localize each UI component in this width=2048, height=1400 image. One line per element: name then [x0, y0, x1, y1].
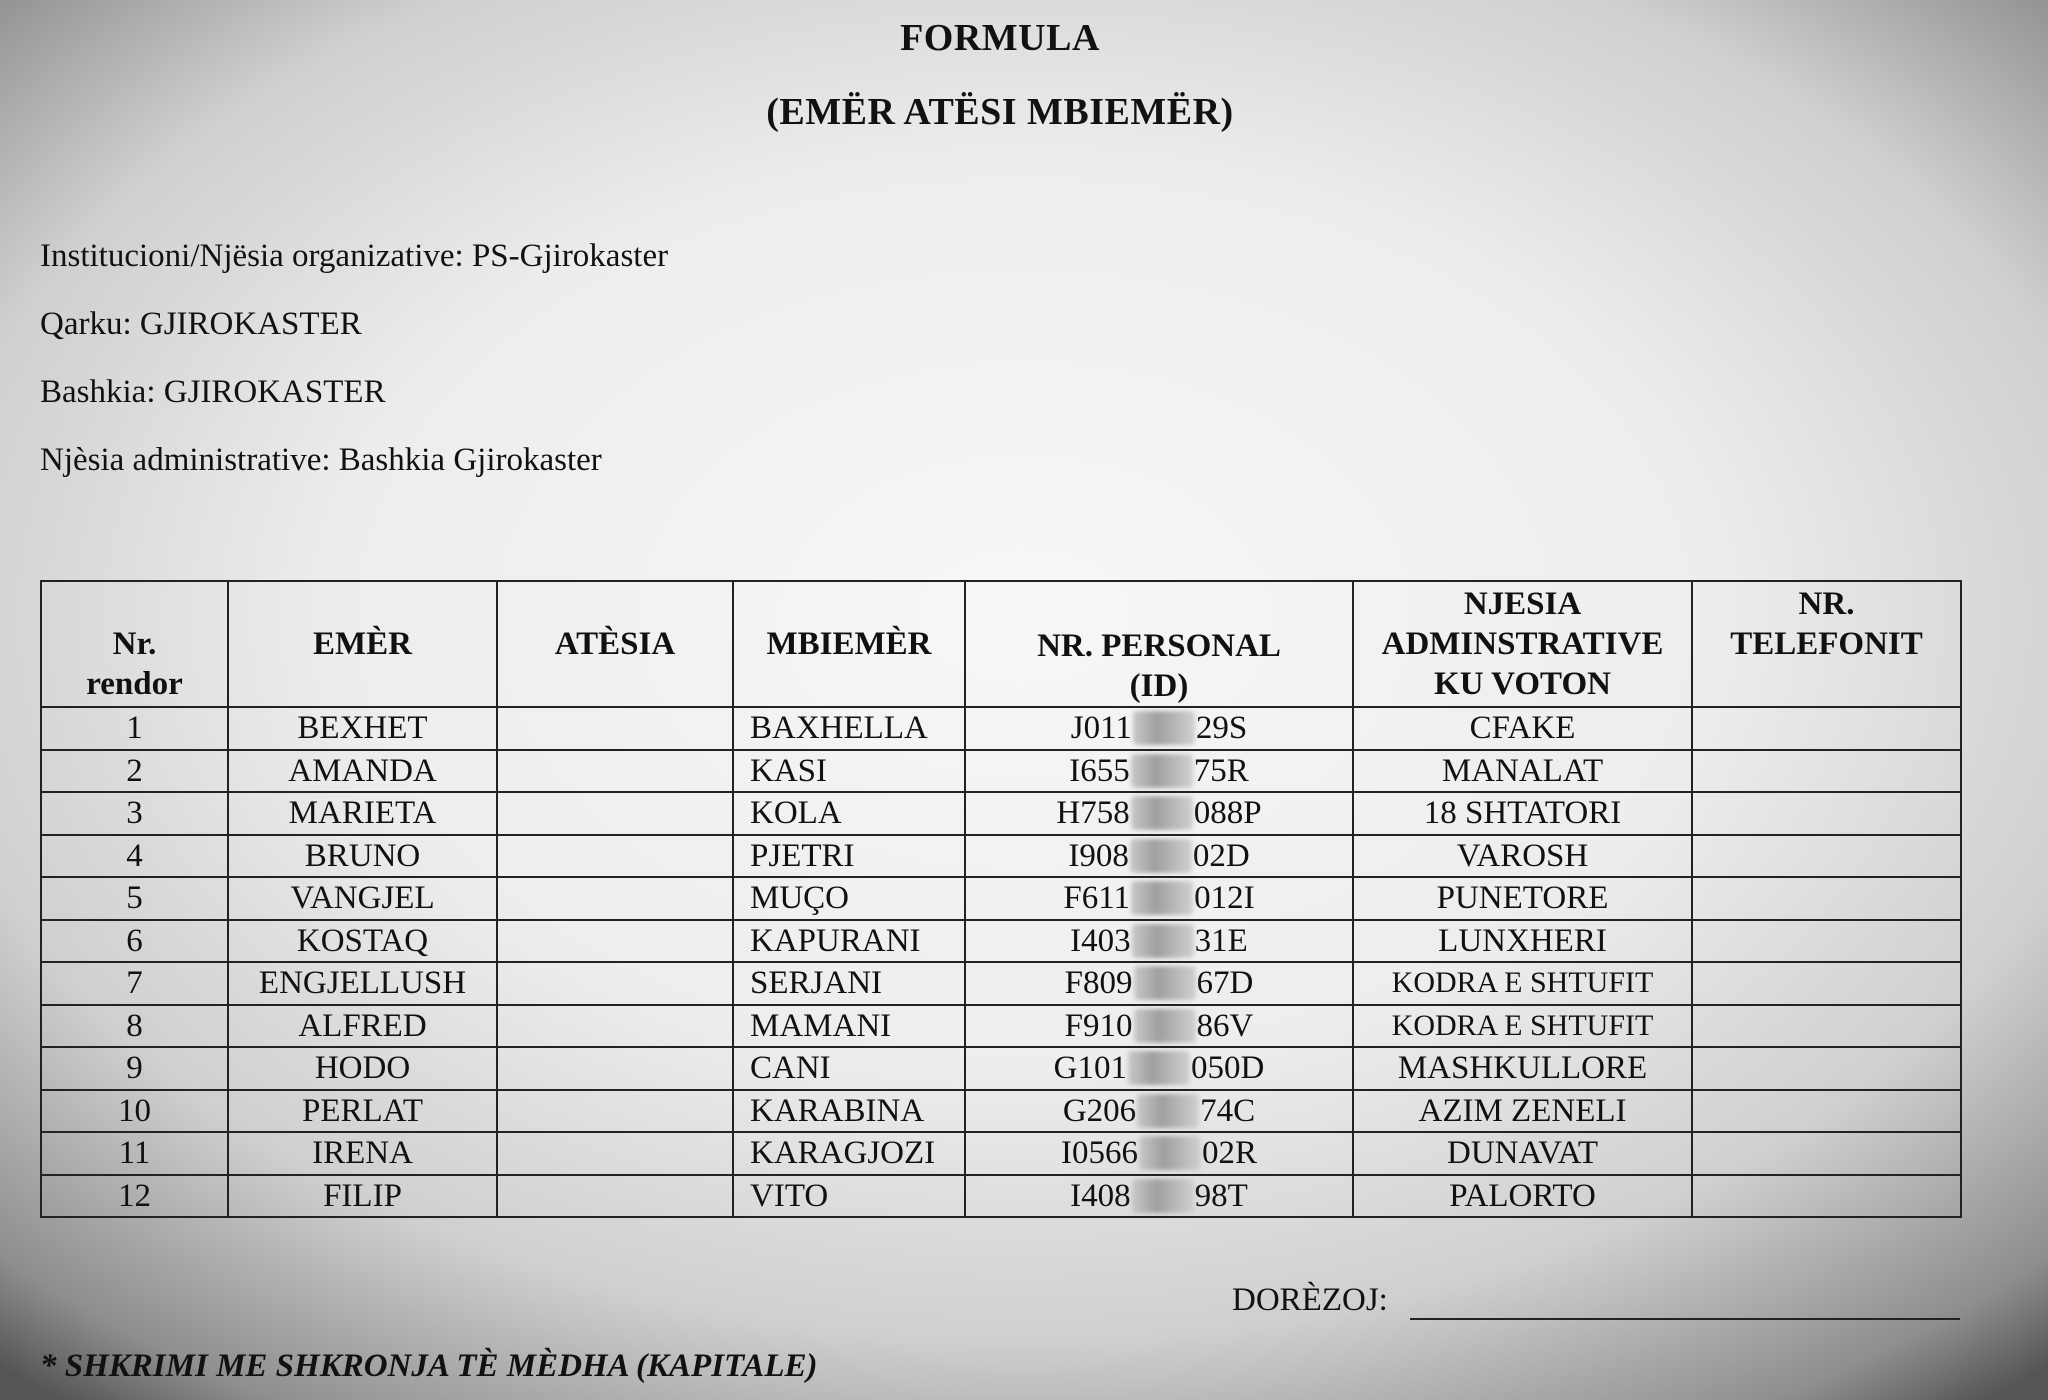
redacted-blur — [1130, 839, 1192, 873]
cell-telefon — [1692, 1132, 1961, 1175]
voters-table — [40, 580, 1962, 1218]
cell-nr-personal — [965, 1005, 1353, 1048]
table-row — [41, 877, 1961, 920]
header-personal-line1: NR. PERSONAL — [1037, 628, 1281, 664]
cell-nr-personal — [965, 1047, 1353, 1090]
cell-mbiemer: KARABINA — [733, 1090, 965, 1133]
cell-emer: AMANDA — [228, 750, 497, 793]
table-row — [41, 1047, 1961, 1090]
id-visible-start: J011 — [1070, 710, 1132, 747]
cell-atesia — [497, 1047, 733, 1090]
cell-atesia — [497, 1090, 733, 1133]
header-atesia: ATÈSIA — [497, 581, 733, 707]
table-header-row — [41, 581, 1961, 707]
header-nr-line1: Nr. — [112, 626, 157, 662]
header-njesia — [1353, 581, 1692, 707]
id-visible-end: 29S — [1195, 710, 1248, 747]
cell-emer: ENGJELLUSH — [228, 962, 497, 1005]
table-row — [41, 1090, 1961, 1133]
cell-njesia: MANALAT — [1353, 750, 1692, 793]
cell-nr-personal — [965, 792, 1353, 835]
cell-telefon — [1692, 707, 1961, 750]
redacted-blur — [1128, 1051, 1190, 1085]
id-visible-start: F809 — [1064, 965, 1133, 1002]
cell-mbiemer: MAMANI — [733, 1005, 965, 1048]
cell-njesia: CFAKE — [1353, 707, 1692, 750]
id-visible-end: 088P — [1193, 795, 1262, 832]
cell-njesia: AZIM ZENELI — [1353, 1090, 1692, 1133]
cell-nr: 7 — [41, 962, 228, 1005]
cell-emer: BEXHET — [228, 707, 497, 750]
cell-atesia — [497, 792, 733, 835]
cell-njesia: KODRA E SHTUFIT — [1353, 962, 1692, 1005]
info-qarku: Qarku: GJIROKASTER — [40, 306, 362, 342]
header-nr-line2: rendor — [86, 666, 183, 702]
id-visible-end: 75R — [1193, 752, 1249, 789]
table-row — [41, 707, 1961, 750]
id-visible-start: F611 — [1063, 880, 1131, 917]
id-visible-end: 02D — [1192, 837, 1250, 874]
id-visible-start: G101 — [1053, 1050, 1127, 1087]
cell-emer: IRENA — [228, 1132, 497, 1175]
cell-telefon — [1692, 1047, 1961, 1090]
info-institucioni: Institucioni/Njësia organizative: PS-Gjirokaster — [40, 238, 669, 274]
document-subtitle: (EMËR ATËSI MBIEMËR) — [766, 91, 1234, 133]
cell-telefon — [1692, 877, 1961, 920]
cell-nr: 1 — [41, 707, 228, 750]
cell-telefon — [1692, 835, 1961, 878]
document-title: FORMULA — [900, 17, 1100, 59]
cell-nr: 2 — [41, 750, 228, 793]
id-visible-start: I0566 — [1060, 1135, 1138, 1172]
cell-njesia: VAROSH — [1353, 835, 1692, 878]
cell-atesia — [497, 920, 733, 963]
id-visible-end: 02R — [1201, 1135, 1257, 1172]
redacted-blur — [1137, 1094, 1199, 1128]
cell-nr-personal — [965, 1090, 1353, 1133]
id-visible-end: 67D — [1196, 965, 1254, 1002]
redacted-blur — [1134, 1009, 1196, 1043]
info-njesia-administrative: Njèsia administrative: Bashkia Gjirokaster — [40, 442, 602, 478]
header-personal-line2: (ID) — [1129, 668, 1189, 704]
cell-mbiemer: KOLA — [733, 792, 965, 835]
cell-mbiemer: KARAGJOZI — [733, 1132, 965, 1175]
cell-mbiemer: KASI — [733, 750, 965, 793]
cell-telefon — [1692, 792, 1961, 835]
redacted-blur — [1132, 924, 1194, 958]
table-row — [41, 962, 1961, 1005]
id-visible-end: 050D — [1191, 1050, 1265, 1087]
id-visible-end: 86V — [1196, 1007, 1254, 1044]
cell-telefon — [1692, 1005, 1961, 1048]
cell-emer: PERLAT — [228, 1090, 497, 1133]
header-njesia-line1: NJESIA — [1463, 586, 1582, 622]
cell-nr: 9 — [41, 1047, 228, 1090]
cell-emer: FILIP — [228, 1175, 497, 1218]
id-visible-start: I908 — [1068, 837, 1129, 874]
cell-mbiemer: KAPURANI — [733, 920, 965, 963]
cell-nr: 10 — [41, 1090, 228, 1133]
table-row — [41, 1132, 1961, 1175]
cell-emer: MARIETA — [228, 792, 497, 835]
cell-atesia — [497, 835, 733, 878]
cell-telefon — [1692, 962, 1961, 1005]
cell-atesia — [497, 750, 733, 793]
cell-telefon — [1692, 750, 1961, 793]
cell-emer: HODO — [228, 1047, 497, 1090]
redacted-blur — [1131, 881, 1193, 915]
header-nr-rendor — [41, 581, 228, 707]
header-njesia-line2: ADMINSTRATIVE — [1381, 626, 1664, 662]
cell-atesia — [497, 1005, 733, 1048]
header-nr-personal — [965, 581, 1353, 707]
cell-telefon — [1692, 1175, 1961, 1218]
cell-mbiemer: SERJANI — [733, 962, 965, 1005]
cell-nr: 12 — [41, 1175, 228, 1218]
cell-nr-personal — [965, 877, 1353, 920]
cell-nr: 11 — [41, 1132, 228, 1175]
cell-nr-personal — [965, 962, 1353, 1005]
cell-telefon — [1692, 1090, 1961, 1133]
cell-mbiemer: VITO — [733, 1175, 965, 1218]
cell-emer: BRUNO — [228, 835, 497, 878]
table-row — [41, 1005, 1961, 1048]
cell-mbiemer: CANI — [733, 1047, 965, 1090]
table-row — [41, 792, 1961, 835]
cell-nr-personal — [965, 920, 1353, 963]
cell-nr-personal — [965, 1132, 1353, 1175]
id-visible-start: I408 — [1070, 1177, 1131, 1214]
cell-atesia — [497, 877, 733, 920]
id-visible-end: 31E — [1194, 922, 1248, 959]
id-visible-start: I655 — [1069, 752, 1130, 789]
header-emer: EMÈR — [228, 581, 497, 707]
cell-emer: ALFRED — [228, 1005, 497, 1048]
id-visible-start: I403 — [1070, 922, 1131, 959]
id-visible-start: G206 — [1062, 1092, 1137, 1129]
header-tel-line1: NR. — [1798, 586, 1855, 622]
cell-nr: 8 — [41, 1005, 228, 1048]
cell-njesia: LUNXHERI — [1353, 920, 1692, 963]
footnote: * SHKRIMI ME SHKRONJA TÈ MÈDHA (KAPITALE) — [40, 1348, 818, 1384]
cell-mbiemer: MUÇO — [733, 877, 965, 920]
cell-mbiemer: PJETRI — [733, 835, 965, 878]
cell-nr: 5 — [41, 877, 228, 920]
cell-atesia — [497, 1132, 733, 1175]
info-bashkia: Bashkia: GJIROKASTER — [40, 374, 386, 410]
cell-njesia: KODRA E SHTUFIT — [1353, 1005, 1692, 1048]
cell-njesia: 18 SHTATORI — [1353, 792, 1692, 835]
cell-nr-personal — [965, 1175, 1353, 1218]
cell-mbiemer: BAXHELLA — [733, 707, 965, 750]
cell-nr-personal — [965, 835, 1353, 878]
signature-label: DORÈZOJ: — [1232, 1282, 1388, 1318]
table-row — [41, 920, 1961, 963]
id-visible-start: H758 — [1056, 795, 1130, 832]
cell-atesia — [497, 1175, 733, 1218]
redacted-blur — [1132, 1179, 1194, 1213]
redacted-blur — [1131, 754, 1193, 788]
cell-nr: 6 — [41, 920, 228, 963]
signature-line — [1410, 1318, 1960, 1320]
id-visible-end: 74C — [1200, 1092, 1256, 1129]
cell-njesia: MASHKULLORE — [1353, 1047, 1692, 1090]
cell-atesia — [497, 962, 733, 1005]
table-row — [41, 750, 1961, 793]
cell-atesia — [497, 707, 733, 750]
table-row — [41, 835, 1961, 878]
cell-njesia: PALORTO — [1353, 1175, 1692, 1218]
redacted-blur — [1134, 966, 1196, 1000]
id-visible-end: 98T — [1194, 1177, 1248, 1214]
cell-njesia: DUNAVAT — [1353, 1132, 1692, 1175]
cell-nr: 4 — [41, 835, 228, 878]
id-visible-end: 012I — [1194, 880, 1255, 917]
cell-emer: VANGJEL — [228, 877, 497, 920]
cell-nr: 3 — [41, 792, 228, 835]
table-row — [41, 1175, 1961, 1218]
cell-nr-personal — [965, 707, 1353, 750]
header-nr-telefonit — [1692, 581, 1961, 707]
cell-telefon — [1692, 920, 1961, 963]
redacted-blur — [1139, 1136, 1201, 1170]
header-njesia-line3: KU VOTON — [1434, 666, 1611, 702]
header-mbiemer: MBIEMÈR — [733, 581, 965, 707]
header-tel-line2: TELEFONIT — [1730, 626, 1923, 662]
id-visible-start: F910 — [1064, 1007, 1133, 1044]
cell-njesia: PUNETORE — [1353, 877, 1692, 920]
redacted-blur — [1133, 711, 1195, 745]
cell-nr-personal — [965, 750, 1353, 793]
redacted-blur — [1131, 796, 1193, 830]
cell-emer: KOSTAQ — [228, 920, 497, 963]
